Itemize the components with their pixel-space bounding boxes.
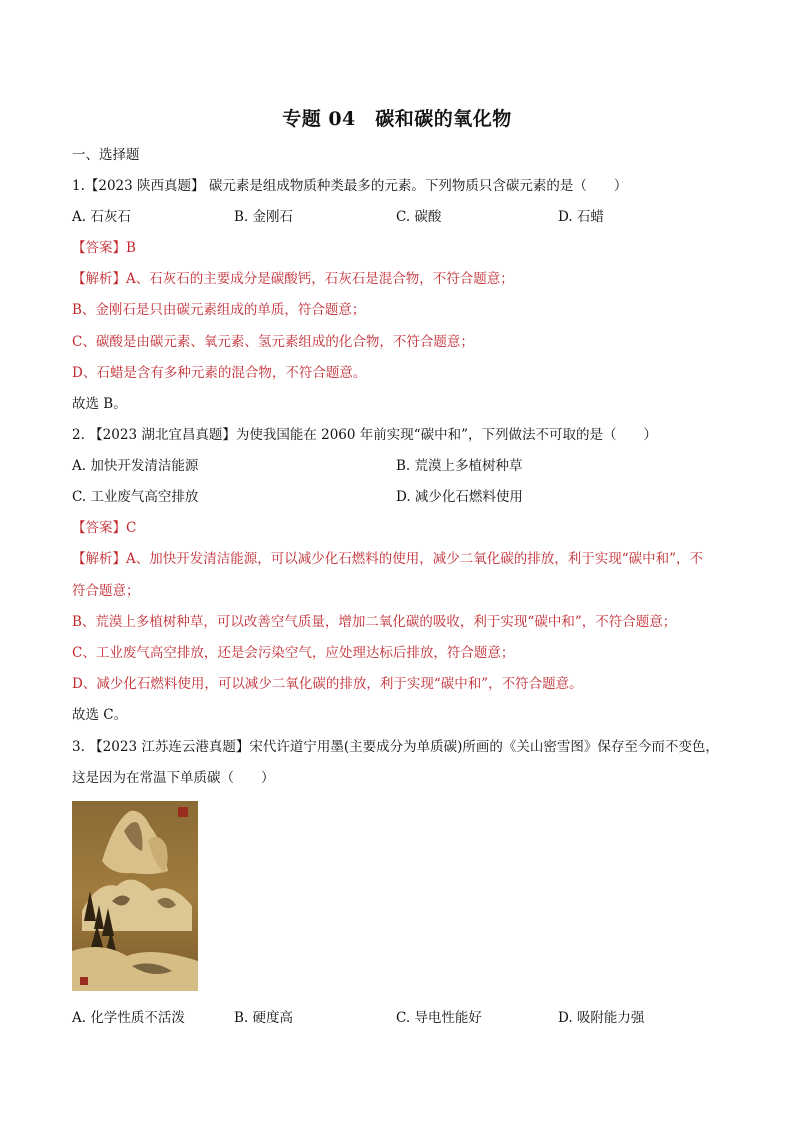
q2-analysis-line: B、荒漠上多植树种草，可以改善空气质量，增加二氧化碳的吸收，利于实现“碳中和”，不符合题意； [72,614,677,630]
q2-stem: 2. 【2023 湖北宜昌真题】为使我国能在 2060 年前实现“碳中和”，下列做法不可取的是（ ） [72,427,658,443]
q3-option-a: A. 化学性质不活泼 [72,1010,185,1026]
q3-stem-line: 3. 【2023 江苏连云港真题】宋代许道宁用墨(主要成分为单质碳)所画的《关山密雪图》保存至今而不变色， [72,739,719,755]
page-title: 专题 04 碳和碳的氧化物 [282,108,512,130]
q1-stem: 1.【2023 陕西真题】 碳元素是组成物质种类最多的元素。下列物质只含碳元素的是（ ） [72,178,628,194]
q2-analysis-line: 【解析】A、加快开发清洁能源，可以减少化石燃料的使用，减少二氧化碳的排放，利于实现“碳中和”，不 [72,551,704,567]
q2-analysis-line: D、减少化石燃料使用，可以减少二氧化碳的排放，利于实现“碳中和”，不符合题意。 [72,676,583,692]
q2-option-b: B. 荒漠上多植树种草 [396,458,523,474]
q2-option-c: C. 工业废气高空排放 [72,489,199,505]
q2-option-d: D. 减少化石燃料使用 [396,489,523,505]
q1-analysis-line: B、金刚石是只由碳元素组成的单质，符合题意； [72,302,366,318]
q3-option-c: C. 导电性能好 [396,1010,482,1026]
q1-analysis-line: 【解析】A、石灰石的主要成分是碳酸钙，石灰石是混合物，不符合题意； [72,271,514,287]
section-heading: 一、选择题 [72,147,140,163]
guanshan-snow-painting [72,801,198,991]
q1-conclusion: 故选 B。 [72,396,127,412]
q1-option-b: B. 金刚石 [234,209,294,225]
q1-option-d: D. 石蜡 [558,209,604,225]
q2-analysis-line: C、工业废气高空排放，还是会污染空气，应处理达标后排放，符合题意； [72,645,515,661]
q1-option-a: A. 石灰石 [72,209,131,225]
q2-answer: 【答案】C [72,520,137,536]
q1-analysis-line: D、石蜡是含有多种元素的混合物，不符合题意。 [72,365,367,381]
q3-option-d: D. 吸附能力强 [558,1010,645,1026]
q2-analysis-line: 符合题意； [72,583,140,599]
q1-option-c: C. 碳酸 [396,209,442,225]
q2-option-a: A. 加快开发清洁能源 [72,458,199,474]
q1-answer: 【答案】B [72,240,136,256]
q3-option-b: B. 硬度高 [234,1010,294,1026]
q2-conclusion: 故选 C。 [72,707,128,723]
q1-analysis-line: C、碳酸是由碳元素、氧元素、氢元素组成的化合物，不符合题意； [72,334,474,350]
q3-stem-line: 这是因为在常温下单质碳（ ） [72,770,275,786]
